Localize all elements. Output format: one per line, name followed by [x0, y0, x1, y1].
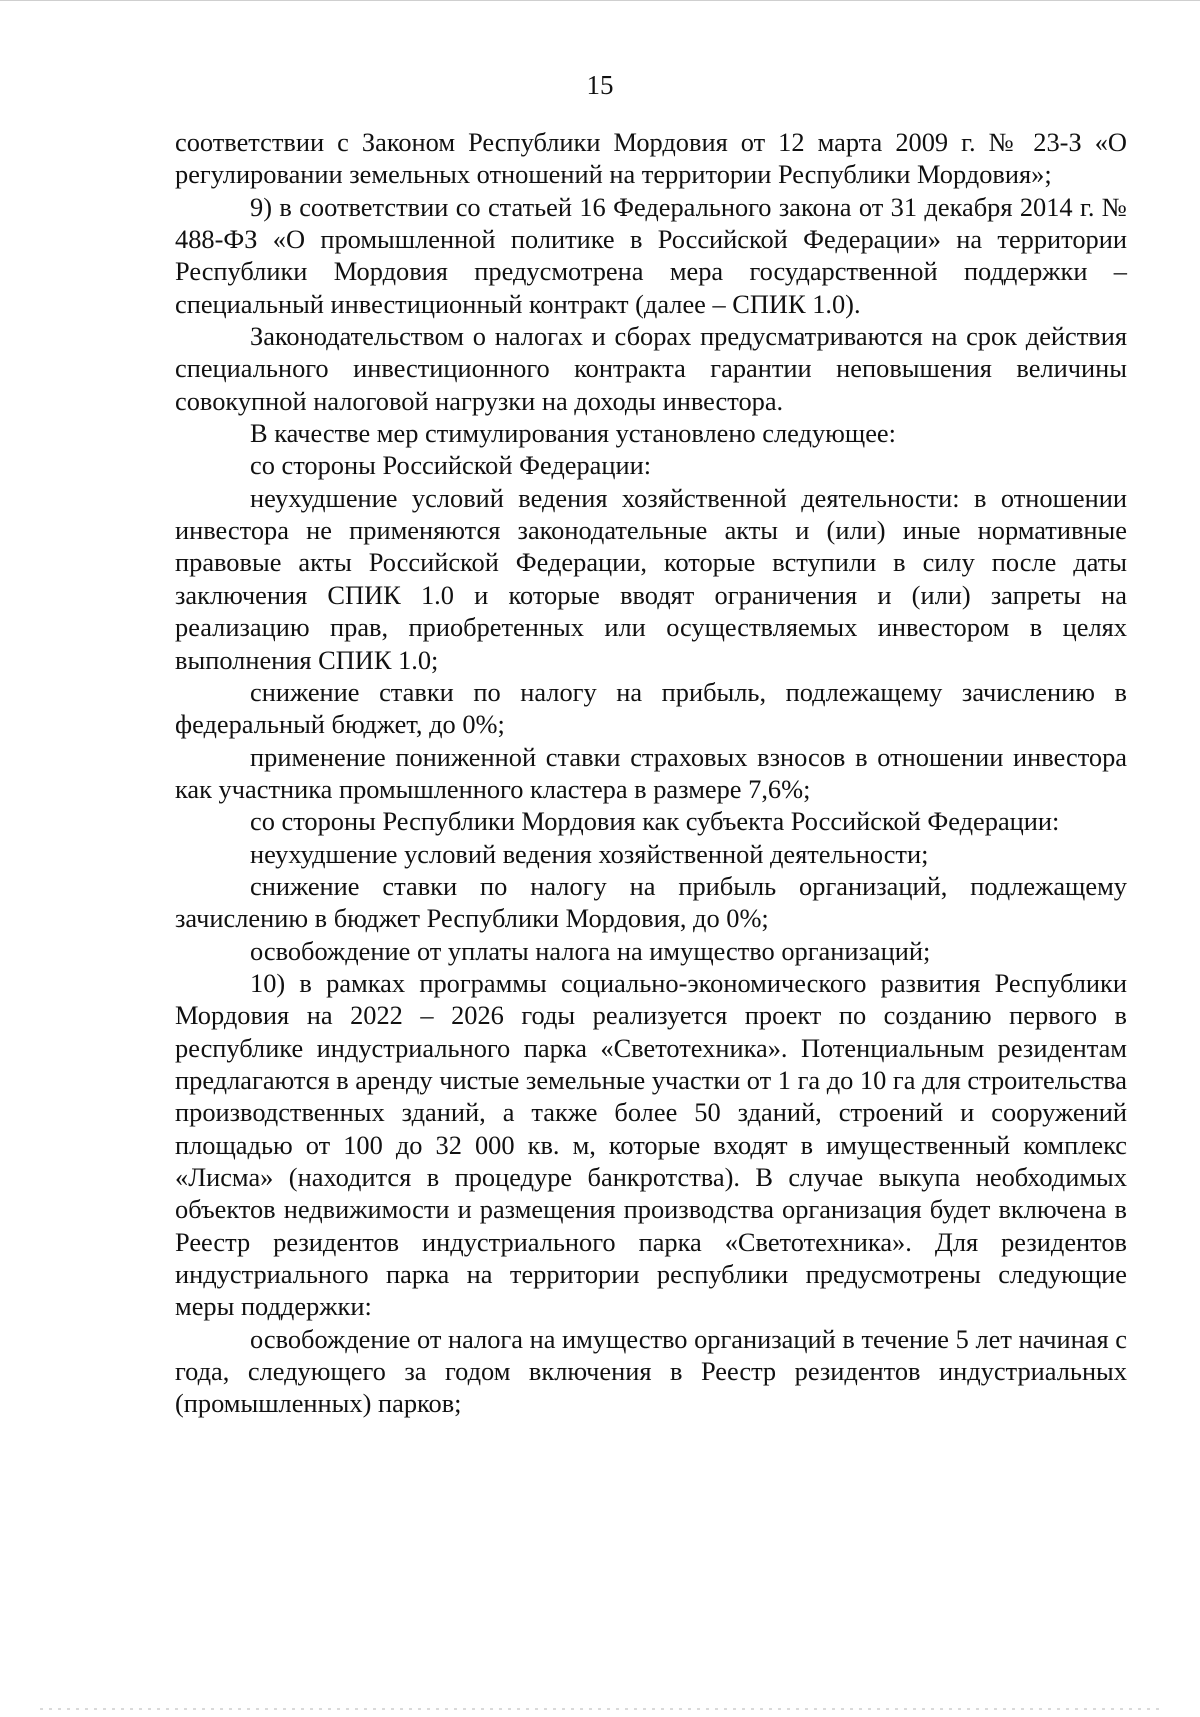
paragraph: освобождение от уплаты налога на имущество организаций;: [250, 935, 931, 966]
paragraph: снижение ставки по налогу на прибыль, подлежащему зачислению в федеральный бюджет, до 0%;: [175, 676, 1127, 740]
scan-top-edge: [0, 0, 1200, 1]
page-number: 15: [586, 70, 614, 100]
paragraph: соответствии с Законом Республики Мордовия от 12 марта 2009 г. № 23-З «О регулировании земельных отношений на территории Республики Мордовия»;: [175, 127, 1127, 190]
scan-bottom-noise: [0, 1702, 1200, 1717]
paragraph: неухудшение условий ведения хозяйственной деятельности;: [250, 838, 929, 869]
paragraph: 9) в соответствии со статьей 16 Федерального закона от 31 декабря 2014 г. № 488-ФЗ «О промышленной политике в Российской Федерации» на территории Республики Мордовия предусмотрена мера государственной поддержки – специальный инвестиционный контракт (далее – СПИК 1.0).: [175, 191, 1127, 319]
paragraph: В качестве мер стимулирования установлено следующее:: [250, 418, 896, 449]
document-body: [175, 126, 1127, 1420]
paragraph: 10) в рамках программы социально-экономического развития Республики Мордовия на 2022 – 2026 годы реализуется проект по созданию первого в республике индустриального парка «Светотехника». Потенциальным резидентам предлагаются в аренду чистые земельные участки от 1 га до 10 га для строительства производственных зданий, а также более 50 зданий, строений и сооружений площадью от 100 до 32 000 кв. м, которые входят в имущественный комплекс «Лисма» (находится в процедуре банкротства). В случае выкупа необходимых объектов недвижимости и размещения производства организация будет включена в Реестр резидентов индустриального парка «Светотехника». Для резидентов индустриального парка на территории республики предусмотрены следующие меры поддержки:: [175, 967, 1127, 1322]
paragraph: со стороны Российской Федерации:: [250, 450, 652, 481]
paragraph: со стороны Республики Мордовия как субъекта Российской Федерации:: [250, 806, 1060, 837]
paragraph: применение пониженной ставки страховых взносов в отношении инвестора как участника промышленного кластера в размере 7,6%;: [175, 741, 1127, 804]
paragraph: освобождение от налога на имущество организаций в течение 5 лет начиная с года, следующего за годом включения в Реестр резидентов индустриальных (промышленных) парков;: [175, 1323, 1127, 1419]
paragraph: Законодательством о налогах и сборах предусматриваются на срок действия специального инвестиционного контракта гарантии неповышения величины совокупной налоговой нагрузки на доходы инвестора.: [175, 321, 1127, 416]
paragraph: снижение ставки по налогу на прибыль организаций, подлежащему зачислению в бюджет Республики Мордовия, до 0%;: [175, 870, 1127, 934]
paragraph: неухудшение условий ведения хозяйственной деятельности: в отношении инвестора не применяются законодательные акты и (или) иные нормативные правовые акты Российской Федерации, которые вступили в силу после даты заключения СПИК 1.0 и которые вводят ограничения и (или) запреты на реализацию прав, приобретенных или осуществляемых инвестором в целях выполнения СПИК 1.0;: [175, 482, 1127, 675]
